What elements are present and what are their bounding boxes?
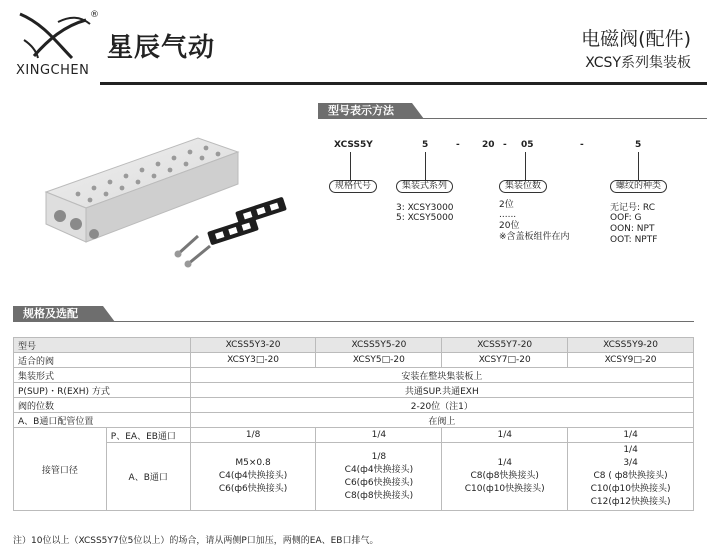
pea-cell: 1/4 — [442, 428, 568, 443]
model-cell: XCSS5Y7-20 — [442, 338, 568, 353]
stations-value: 2-20位（注1） — [190, 398, 693, 413]
ab-cell — [568, 443, 694, 511]
valve-cell: XCSY5□-20 — [316, 353, 442, 368]
thread-note-1: 无记号: RC — [610, 203, 655, 213]
label-series: 集装式系列 — [396, 180, 453, 193]
model-cell: XCSS5Y3-20 — [190, 338, 316, 353]
valve-cell: XCSY7□-20 — [442, 353, 568, 368]
valve-cell: XCSY9□-20 — [568, 353, 694, 368]
pea-label: P、EA、EB通口 — [106, 428, 190, 443]
exhaust-label: P(SUP)・R(EXH) 方式 — [14, 383, 191, 398]
code-prefix: XCSS5Y — [334, 140, 373, 150]
thread-note-3: OON: NPT — [610, 224, 655, 234]
tab-spec-rule — [13, 321, 694, 322]
spec-table — [13, 337, 694, 511]
page-subtitle: XCSY系列集装板 — [585, 55, 691, 71]
pea-cell: 1/4 — [568, 428, 694, 443]
leader-thread — [638, 152, 639, 180]
code-stations: 20 — [482, 140, 495, 150]
ab-line: C8 ( ф8快换接头) — [593, 471, 668, 481]
table-row — [14, 443, 694, 511]
code-series: 5 — [422, 140, 429, 150]
ab-line: C6(ф6快换接头) — [344, 477, 414, 488]
leader-series — [425, 152, 426, 180]
xingchen-logo-icon — [14, 10, 94, 62]
stations-label: 阀的位数 — [14, 398, 191, 413]
ab-line: C10(ф10快换接头) — [464, 484, 545, 494]
table-row — [14, 383, 694, 398]
code-covered: 05 — [521, 140, 534, 150]
ab-cell — [316, 443, 442, 511]
model-label: 型号 — [14, 338, 191, 353]
ab-line: 1/4 — [497, 458, 512, 468]
table-row — [14, 338, 694, 353]
model-cell: XCSS5Y5-20 — [316, 338, 442, 353]
page-title: 电磁阀(配件) — [581, 28, 691, 50]
ab-line: C10(ф10快换接头) — [590, 484, 671, 494]
table-row — [14, 398, 694, 413]
ab-pos-label: A、B通口配管位置 — [14, 413, 191, 428]
ab-label: A、B通口 — [106, 443, 190, 511]
station-note-3: 20位 — [499, 221, 520, 231]
pea-cell: 1/4 — [316, 428, 442, 443]
ab-line: 1/8 — [371, 451, 387, 462]
thread-note-4: OOT: NPTF — [610, 235, 658, 245]
brand-en: XINGCHEN — [16, 63, 90, 78]
ab-line: M5×0.8 — [235, 458, 271, 468]
leader-prefix — [350, 152, 351, 180]
ab-line: 3/4 — [623, 458, 638, 468]
pea-cell: 1/8 — [190, 428, 316, 443]
ab-cell — [442, 443, 568, 511]
label-prefix: 规格代号 — [329, 180, 377, 193]
code-dash-2: - — [503, 140, 507, 150]
header-rule — [100, 82, 707, 85]
tab-model-notation: 型号表示方法 — [318, 103, 412, 119]
footnote: 注）10位以上（XCSS5Y7位5位以上）的场合，请从两侧P口加压，两侧的EA、EB口排气。 — [13, 536, 379, 546]
station-note-4: ※含盖板组件在内 — [499, 232, 570, 242]
ab-line: C4(ф4快换接头) — [218, 471, 288, 481]
station-note-2: ...... — [499, 210, 517, 220]
port-label: 接管口径 — [14, 428, 107, 511]
tab-model-rule — [318, 118, 707, 119]
ab-line: C8(ф8快换接头) — [470, 471, 539, 481]
model-cell: XCSS5Y9-20 — [568, 338, 694, 353]
leader-stations — [525, 152, 526, 180]
series-note-1: 3: XCSY3000 — [396, 203, 454, 213]
mount-value: 安装在整块集装板上 — [190, 368, 693, 383]
code-dash-1: - — [456, 140, 460, 150]
station-note-1: 2位 — [499, 200, 514, 210]
table-row — [14, 413, 694, 428]
ab-line: C8(ф8快换接头) — [344, 490, 414, 501]
ab-line: C12(ф12快换接头) — [590, 497, 671, 507]
brand-cn: 星辰气动 — [107, 33, 216, 63]
registered-mark: ® — [90, 10, 99, 20]
exhaust-value: 共通SUP.共通EXH — [190, 383, 693, 398]
mount-label: 集装形式 — [14, 368, 191, 383]
valve-cell: XCSY3□-20 — [190, 353, 316, 368]
table-row — [14, 353, 694, 368]
ab-line: C4(ф4快换接头) — [344, 464, 414, 475]
label-thread: 螺纹的种类 — [610, 180, 667, 193]
table-row — [14, 428, 694, 443]
valve-label: 适合的阀 — [14, 353, 191, 368]
code-thread: 5 — [635, 140, 642, 150]
ab-cell — [190, 443, 316, 511]
thread-note-2: OOF: G — [610, 213, 642, 223]
label-stations: 集装位数 — [499, 180, 547, 193]
manifold-product-illustration — [38, 124, 300, 274]
table-row — [14, 368, 694, 383]
tab-spec: 规格及选配 — [13, 306, 103, 322]
ab-line: 1/4 — [623, 445, 638, 455]
ab-pos-value: 在阀上 — [190, 413, 693, 428]
ab-line: C6(ф6快换接头) — [218, 484, 288, 494]
code-dash-3: - — [580, 140, 584, 150]
series-note-2: 5: XCSY5000 — [396, 213, 454, 223]
